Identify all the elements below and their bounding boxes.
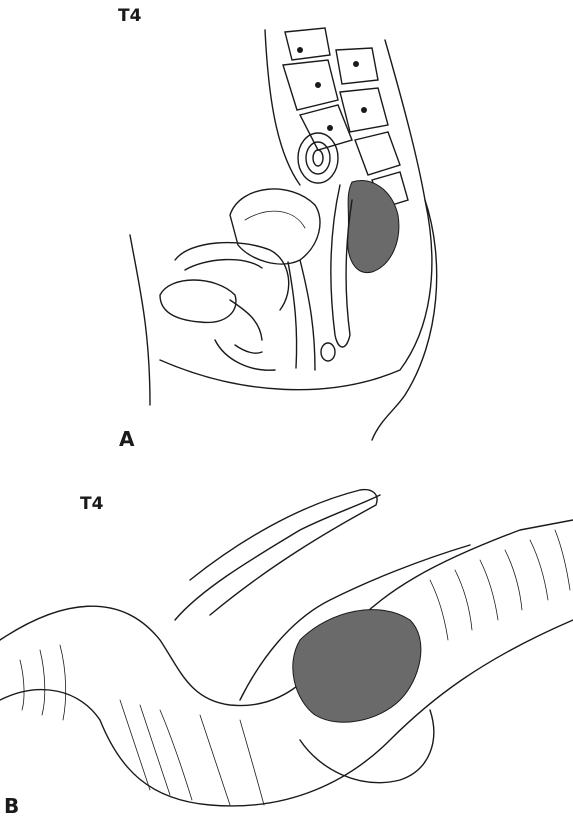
panel-b-letter: B [4,794,20,818]
colon-tumor-mass [293,610,421,723]
panel-b-colon-illustration [0,490,573,806]
panel-a-stage-label: T4 [118,6,142,26]
panel-b-stage-label: T4 [80,494,104,514]
colon-inner-wall [0,620,573,806]
colon-outer-wall [0,520,573,706]
panel-a-letter: A [119,427,135,451]
serosal-bulge [300,710,434,783]
